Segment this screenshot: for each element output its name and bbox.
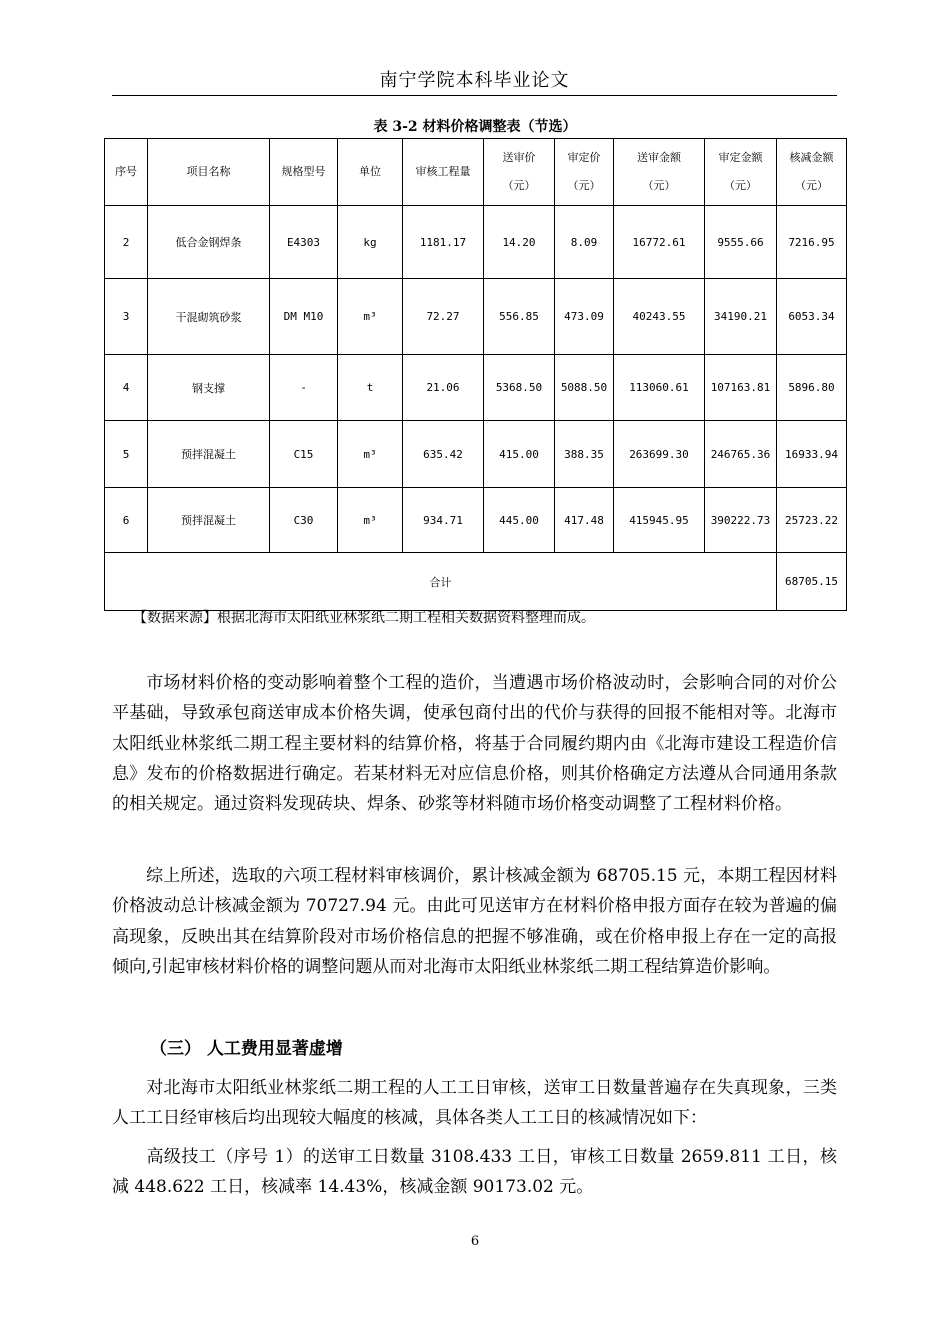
cell-unit: m³ bbox=[338, 279, 403, 355]
cell-approved-amount: 107163.81 bbox=[705, 355, 777, 421]
material-price-table bbox=[104, 138, 847, 611]
cell-approved-amount: 9555.66 bbox=[705, 206, 777, 279]
table-row bbox=[105, 355, 847, 421]
cell-reduction: 7216.95 bbox=[777, 206, 847, 279]
cell-quantity: 1181.17 bbox=[403, 206, 484, 279]
cell-name: 钢支撑 bbox=[148, 355, 270, 421]
col-header-submitted-price: 送审价 （元） bbox=[484, 139, 555, 206]
cell-name: 低合金钢焊条 bbox=[148, 206, 270, 279]
paragraph-summary: 综上所述，选取的六项工程材料审核调价，累计核减金额为 68705.15 元，本期工程因材料价格波动总计核减金额为 70727.94 元。由此可见送审方在材料价格申报方面存在较为普遍的偏高现象，反映出其在结算阶段对市场价格信息的把握不够准确，或在价格申报上存在一定的高报倾向,引起审核材料价格的调整问题从而对北海市太阳纸业林浆纸二期工程结算造价影响。 bbox=[112, 866, 837, 977]
col-header-approved-amount: 审定金额 （元） bbox=[705, 139, 777, 206]
cell-approved-price: 473.09 bbox=[555, 279, 614, 355]
cell-name: 预拌混凝土 bbox=[148, 488, 270, 553]
table-row bbox=[105, 279, 847, 355]
table-row bbox=[105, 488, 847, 553]
cell-index: 4 bbox=[105, 355, 148, 421]
cell-submitted-price: 445.00 bbox=[484, 488, 555, 553]
cell-submitted-amount: 113060.61 bbox=[614, 355, 705, 421]
cell-submitted-price: 415.00 bbox=[484, 421, 555, 488]
cell-submitted-amount: 40243.55 bbox=[614, 279, 705, 355]
cell-spec: - bbox=[270, 355, 338, 421]
col-header-approved-price: 审定价 （元） bbox=[555, 139, 614, 206]
total-value: 68705.15 bbox=[777, 553, 847, 611]
cell-index: 5 bbox=[105, 421, 148, 488]
cell-quantity: 72.27 bbox=[403, 279, 484, 355]
paragraph-senior-technician: 高级技工（序号 1）的送审工日数量 3108.433 工日，审核工日数量 2659.811 工日，核减 448.622 工日，核减率 14.43%，核减金额 90173.02 元。 bbox=[112, 1147, 837, 1198]
col-header-index: 序号 bbox=[105, 139, 148, 206]
col-header-unit: 单位 bbox=[338, 139, 403, 206]
total-label: 合计 bbox=[105, 553, 777, 611]
cell-index: 2 bbox=[105, 206, 148, 279]
cell-approved-price: 388.35 bbox=[555, 421, 614, 488]
cell-spec: DM M10 bbox=[270, 279, 338, 355]
cell-submitted-amount: 16772.61 bbox=[614, 206, 705, 279]
data-source-note: 【数据来源】根据北海市太阳纸业林浆纸二期工程相关数据资料整理而成。 bbox=[133, 610, 595, 626]
cell-reduction: 5896.80 bbox=[777, 355, 847, 421]
cell-submitted-price: 14.20 bbox=[484, 206, 555, 279]
col-header-spec: 规格型号 bbox=[270, 139, 338, 206]
cell-unit: kg bbox=[338, 206, 403, 279]
col-header-submitted-amount: 送审金额 （元） bbox=[614, 139, 705, 206]
cell-approved-amount: 246765.36 bbox=[705, 421, 777, 488]
table-row bbox=[105, 421, 847, 488]
cell-reduction: 16933.94 bbox=[777, 421, 847, 488]
table-total-row bbox=[105, 553, 847, 611]
cell-name: 预拌混凝土 bbox=[148, 421, 270, 488]
cell-index: 6 bbox=[105, 488, 148, 553]
cell-approved-amount: 34190.21 bbox=[705, 279, 777, 355]
cell-approved-amount: 390222.73 bbox=[705, 488, 777, 553]
cell-spec: C15 bbox=[270, 421, 338, 488]
cell-submitted-price: 5368.50 bbox=[484, 355, 555, 421]
page-number: 6 bbox=[470, 1234, 480, 1249]
cell-unit: m³ bbox=[338, 421, 403, 488]
section-heading: （三） 人工费用显著虚增 bbox=[150, 1039, 343, 1059]
col-header-reduction: 核减金额 （元） bbox=[777, 139, 847, 206]
cell-approved-price: 5088.50 bbox=[555, 355, 614, 421]
cell-approved-price: 417.48 bbox=[555, 488, 614, 553]
cell-unit: m³ bbox=[338, 488, 403, 553]
cell-index: 3 bbox=[105, 279, 148, 355]
table-row bbox=[105, 206, 847, 279]
cell-spec: E4303 bbox=[270, 206, 338, 279]
cell-quantity: 21.06 bbox=[403, 355, 484, 421]
paragraph-material-price-impact: 市场材料价格的变动影响着整个工程的造价，当遭遇市场价格波动时，会影响合同的对价公平基础，导致承包商送审成本价格失调，使承包商付出的代价与获得的回报不能相对等。北海市太阳纸业林浆纸二期工程主要材料的结算价格，将基于合同履约期内由《北海市建设工程造价信息》发布的价格数据进行确定。若某材料无对应信息价格，则其价格确定方法遵从合同通用条款的相关规定。通过资料发现砖块、焊条、砂浆等材料随市场价格变动调整了工程材料价格。 bbox=[112, 673, 837, 815]
cell-reduction: 25723.22 bbox=[777, 488, 847, 553]
cell-name: 干混砌筑砂浆 bbox=[148, 279, 270, 355]
cell-spec: C30 bbox=[270, 488, 338, 553]
cell-approved-price: 8.09 bbox=[555, 206, 614, 279]
cell-quantity: 635.42 bbox=[403, 421, 484, 488]
cell-unit: t bbox=[338, 355, 403, 421]
table-caption: 表 3-2 材料价格调整表（节选） bbox=[373, 119, 577, 135]
cell-submitted-amount: 263699.30 bbox=[614, 421, 705, 488]
paragraph-labor-review: 对北海市太阳纸业林浆纸二期工程的人工工日审核，送审工日数量普遍存在失真现象，三类人工工日经审核后均出现较大幅度的核减，具体各类人工工日的核减情况如下： bbox=[112, 1078, 837, 1129]
cell-quantity: 934.71 bbox=[403, 488, 484, 553]
cell-submitted-amount: 415945.95 bbox=[614, 488, 705, 553]
header-rule bbox=[112, 95, 837, 96]
col-header-name: 项目名称 bbox=[148, 139, 270, 206]
cell-reduction: 6053.34 bbox=[777, 279, 847, 355]
cell-submitted-price: 556.85 bbox=[484, 279, 555, 355]
running-header: 南宁学院本科毕业论文 bbox=[379, 70, 570, 91]
col-header-quantity: 审核工程量 bbox=[403, 139, 484, 206]
table-header-row bbox=[105, 139, 847, 206]
